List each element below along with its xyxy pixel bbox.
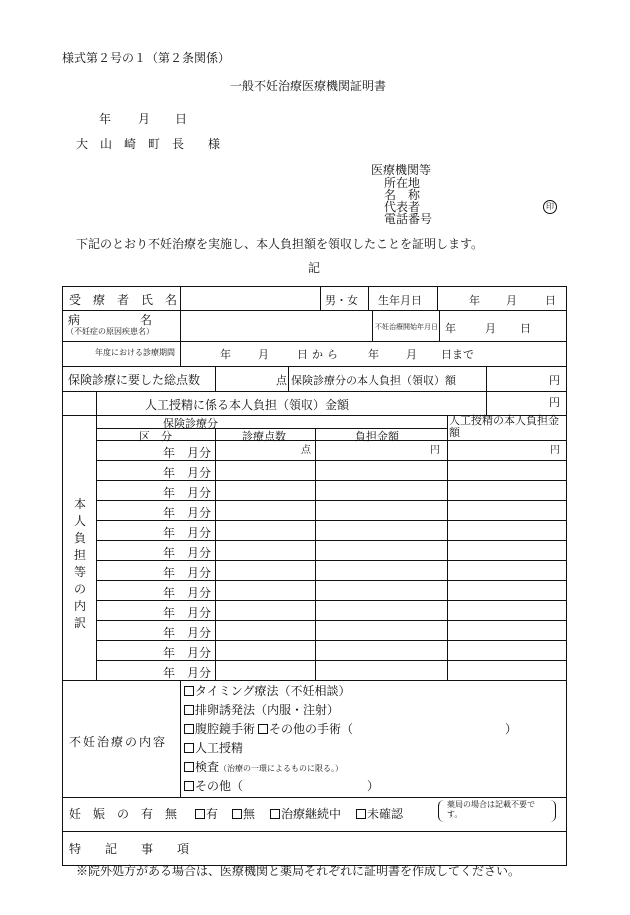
dob-year[interactable]: 年 — [469, 294, 480, 307]
treatment-laparoscopy[interactable]: 腹腔鏡手術 — [184, 720, 255, 737]
month-row-label: 年 月分 — [163, 446, 212, 460]
month-row-label: 年 月分 — [163, 526, 212, 540]
period-year-1[interactable]: 年 — [220, 348, 231, 361]
burden-column-header: 負担金額 — [355, 430, 399, 443]
points-unit: 点 — [276, 374, 287, 387]
checkbox-icon — [258, 724, 268, 734]
dob-label: 生年月日 — [378, 294, 422, 307]
treatment-ovulation[interactable]: 排卵誘発法（内服・注射） — [184, 701, 339, 718]
checkbox-icon — [195, 809, 205, 819]
insurance-section-header: 保険診療分 — [163, 417, 218, 430]
month-row-label: 年 月分 — [163, 606, 212, 620]
ai-column-unit: 円 — [550, 445, 560, 456]
pharmacy-note: 薬局の場合は記載不要です。 — [438, 800, 556, 822]
breakdown-label: 本 人 負 担 等 の 内 訳 — [73, 497, 86, 630]
burden-column-unit: 円 — [430, 445, 440, 456]
date-year: 年 — [99, 112, 112, 126]
start-date-label: 不妊治療開始年月日 — [375, 323, 438, 331]
disease-sublabel: （不妊症の原因疾患名） — [66, 327, 154, 336]
remarks-label: 特 記 事 項 — [69, 842, 190, 856]
checkbox-icon — [184, 743, 194, 753]
form-number: 様式第２号の１（第２条関係） — [62, 51, 231, 65]
insurance-burden-yen: 円 — [549, 374, 560, 387]
dob-month[interactable]: 月 — [506, 294, 517, 307]
start-month[interactable]: 月 — [485, 322, 496, 335]
checkbox-icon — [184, 686, 194, 696]
addressee: 大 山 崎 町 長 様 — [76, 137, 221, 151]
pregnancy-option-unconfirmed[interactable]: 未確認 — [356, 805, 403, 822]
ai-burden-yen: 円 — [549, 396, 560, 409]
treatment-insemination[interactable]: 人工授精 — [184, 739, 243, 756]
period-day-2[interactable]: 日まで — [441, 348, 474, 361]
month-row-label: 年 月分 — [163, 486, 212, 500]
pregnancy-option-continuing[interactable]: 治療継続中 — [270, 805, 341, 822]
start-day[interactable]: 日 — [520, 322, 531, 335]
checkbox-icon — [356, 809, 366, 819]
date-day: 日 — [175, 112, 188, 126]
treatment-other-surgery[interactable]: その他の手術（ — [258, 720, 353, 737]
month-row-label: 年 月分 — [163, 626, 212, 640]
date-month: 月 — [138, 112, 151, 126]
pregnancy-label: 妊 娠 の 有 無 — [69, 807, 178, 821]
checkbox-icon — [184, 705, 194, 715]
document-title: 一般不妊治療医療機関証明書 — [230, 79, 387, 93]
checkbox-icon — [184, 781, 194, 791]
month-row-label: 年 月分 — [163, 546, 212, 560]
exam-note: （治療の一環によるものに限る。） — [219, 764, 344, 773]
pregnancy-option-yes[interactable]: 有 — [195, 805, 218, 822]
checkbox-icon — [184, 762, 194, 772]
treatment-timing[interactable]: タイミング療法（不妊相談） — [184, 682, 351, 699]
ai-column-header: 人工授精の本人負担金額 — [449, 414, 559, 439]
patient-name-field[interactable] — [181, 287, 320, 309]
institution-rep-label: 代表者 — [384, 200, 421, 214]
period-month-1[interactable]: 月 — [258, 348, 269, 361]
ai-burden-label: 人工授精に係る本人負担（領収）金額 — [145, 398, 350, 412]
total-points-label: 保険診療に要した総点数 — [68, 373, 201, 387]
other-close-paren: ） — [367, 779, 380, 793]
seal-mark: 印 — [543, 200, 557, 214]
treatment-exam[interactable]: 検査（治療の一環によるものに限る。） — [184, 758, 343, 775]
patient-name-label: 受 療 者 氏 名 — [69, 293, 178, 307]
checkbox-icon — [184, 724, 194, 734]
statement: 下記のとおり不妊治療を実施し、本人負担額を領収したことを証明します。 — [76, 237, 484, 251]
remarks-field[interactable] — [181, 832, 564, 863]
points-column-header: 診療点数 — [242, 430, 286, 443]
content-label: 不妊治療の内容 — [69, 735, 168, 749]
ki-mark: 記 — [308, 261, 321, 275]
checkbox-icon — [232, 809, 242, 819]
points-column-unit: 点 — [301, 445, 311, 456]
month-row-label: 年 月分 — [163, 566, 212, 580]
footnote: ※院外処方がある場合は、医療機関と薬局それぞれに証明書を作成してください。 — [76, 864, 521, 878]
checkbox-icon — [270, 809, 280, 819]
period-month-2[interactable]: 月 — [406, 348, 417, 361]
disease-label: 病 名 — [68, 313, 153, 327]
institution-name-label: 名 称 — [384, 188, 421, 202]
institution-phone-label: 電話番号 — [384, 212, 433, 226]
insurance-burden-label: 保険診療分の本人負担（領収）額 — [291, 374, 456, 387]
period-label: 年度における診療期間 — [95, 348, 175, 357]
sex-selector[interactable]: 男・女 — [325, 294, 358, 307]
kubun-header: 区 分 — [139, 430, 172, 443]
month-row-label: 年 月分 — [163, 666, 212, 680]
disease-field[interactable] — [181, 311, 371, 340]
treatment-other[interactable]: その他（ — [184, 777, 243, 794]
pregnancy-option-no[interactable]: 無 — [232, 805, 255, 822]
dob-day[interactable]: 日 — [545, 294, 556, 307]
month-row-label: 年 月分 — [163, 466, 212, 480]
other-surgery-close-paren: ） — [505, 722, 518, 736]
institution-heading: 医療機関等 — [371, 163, 432, 177]
month-row-label: 年 月分 — [163, 646, 212, 660]
start-year[interactable]: 年 — [445, 322, 456, 335]
month-row-label: 年 月分 — [163, 586, 212, 600]
institution-address-label: 所在地 — [384, 176, 421, 190]
period-year-2[interactable]: 年 — [368, 348, 379, 361]
month-row-label: 年 月分 — [163, 506, 212, 520]
period-day-1[interactable]: 日から — [297, 348, 342, 361]
